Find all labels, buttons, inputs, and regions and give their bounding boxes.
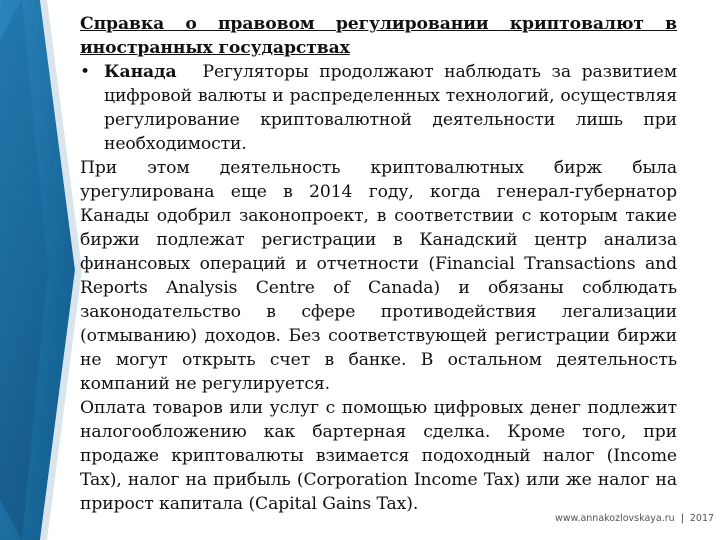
slide-content xyxy=(80,12,677,516)
footer-site-link[interactable]: www.annakozlovskaya.ru xyxy=(555,513,675,524)
bullet-country: Канада xyxy=(104,62,177,82)
slide-title-line2: иностранных государствах xyxy=(80,38,350,58)
paragraph-exchanges: При этом деятельность криптовалютных бирж была урегулирована еще в 2014 году, когда генерал-губернатор Канады одобрил законопроект, в соответствии с которым такие биржи подлежат регистрации в Канадский центр анализа финансовых операций и отчетности (Financial Transactions and Reports Analysis Centre of Canada) и обязаны соблюдать законодательство в сфере противодействия легализации (отмыванию) доходов. Без соответствующей регистрации биржи не могут открыть счет в банке. В остальном деятельность компаний не регулируется. xyxy=(80,158,677,394)
footer-separator: | xyxy=(680,513,684,524)
slide-title-line1: Справка о правовом регулировании криптовалют в xyxy=(80,14,677,34)
bullet-body xyxy=(104,60,677,156)
bullet-dot: • xyxy=(80,62,91,82)
footer-year: 2017 xyxy=(689,513,715,524)
paragraph-taxation: Оплата товаров или услуг с помощью цифровых денег подлежит налогообложению как бартерная сделка. Кроме того, при продаже криптовалюты взимается подоходный налог (Income Tax), налог на прибыль (Corporation Income Tax) или же налог на прирост капитала (Capital Gains Tax). xyxy=(80,398,677,514)
bullet-item-canada xyxy=(80,60,677,156)
bullet-text: Регуляторы продолжают наблюдать за развитием цифровой валюты и распределенных технологий, осуществляя регулирование криптовалютной деятельности лишь при необходимости. xyxy=(104,62,677,154)
slide-footer xyxy=(555,513,714,524)
